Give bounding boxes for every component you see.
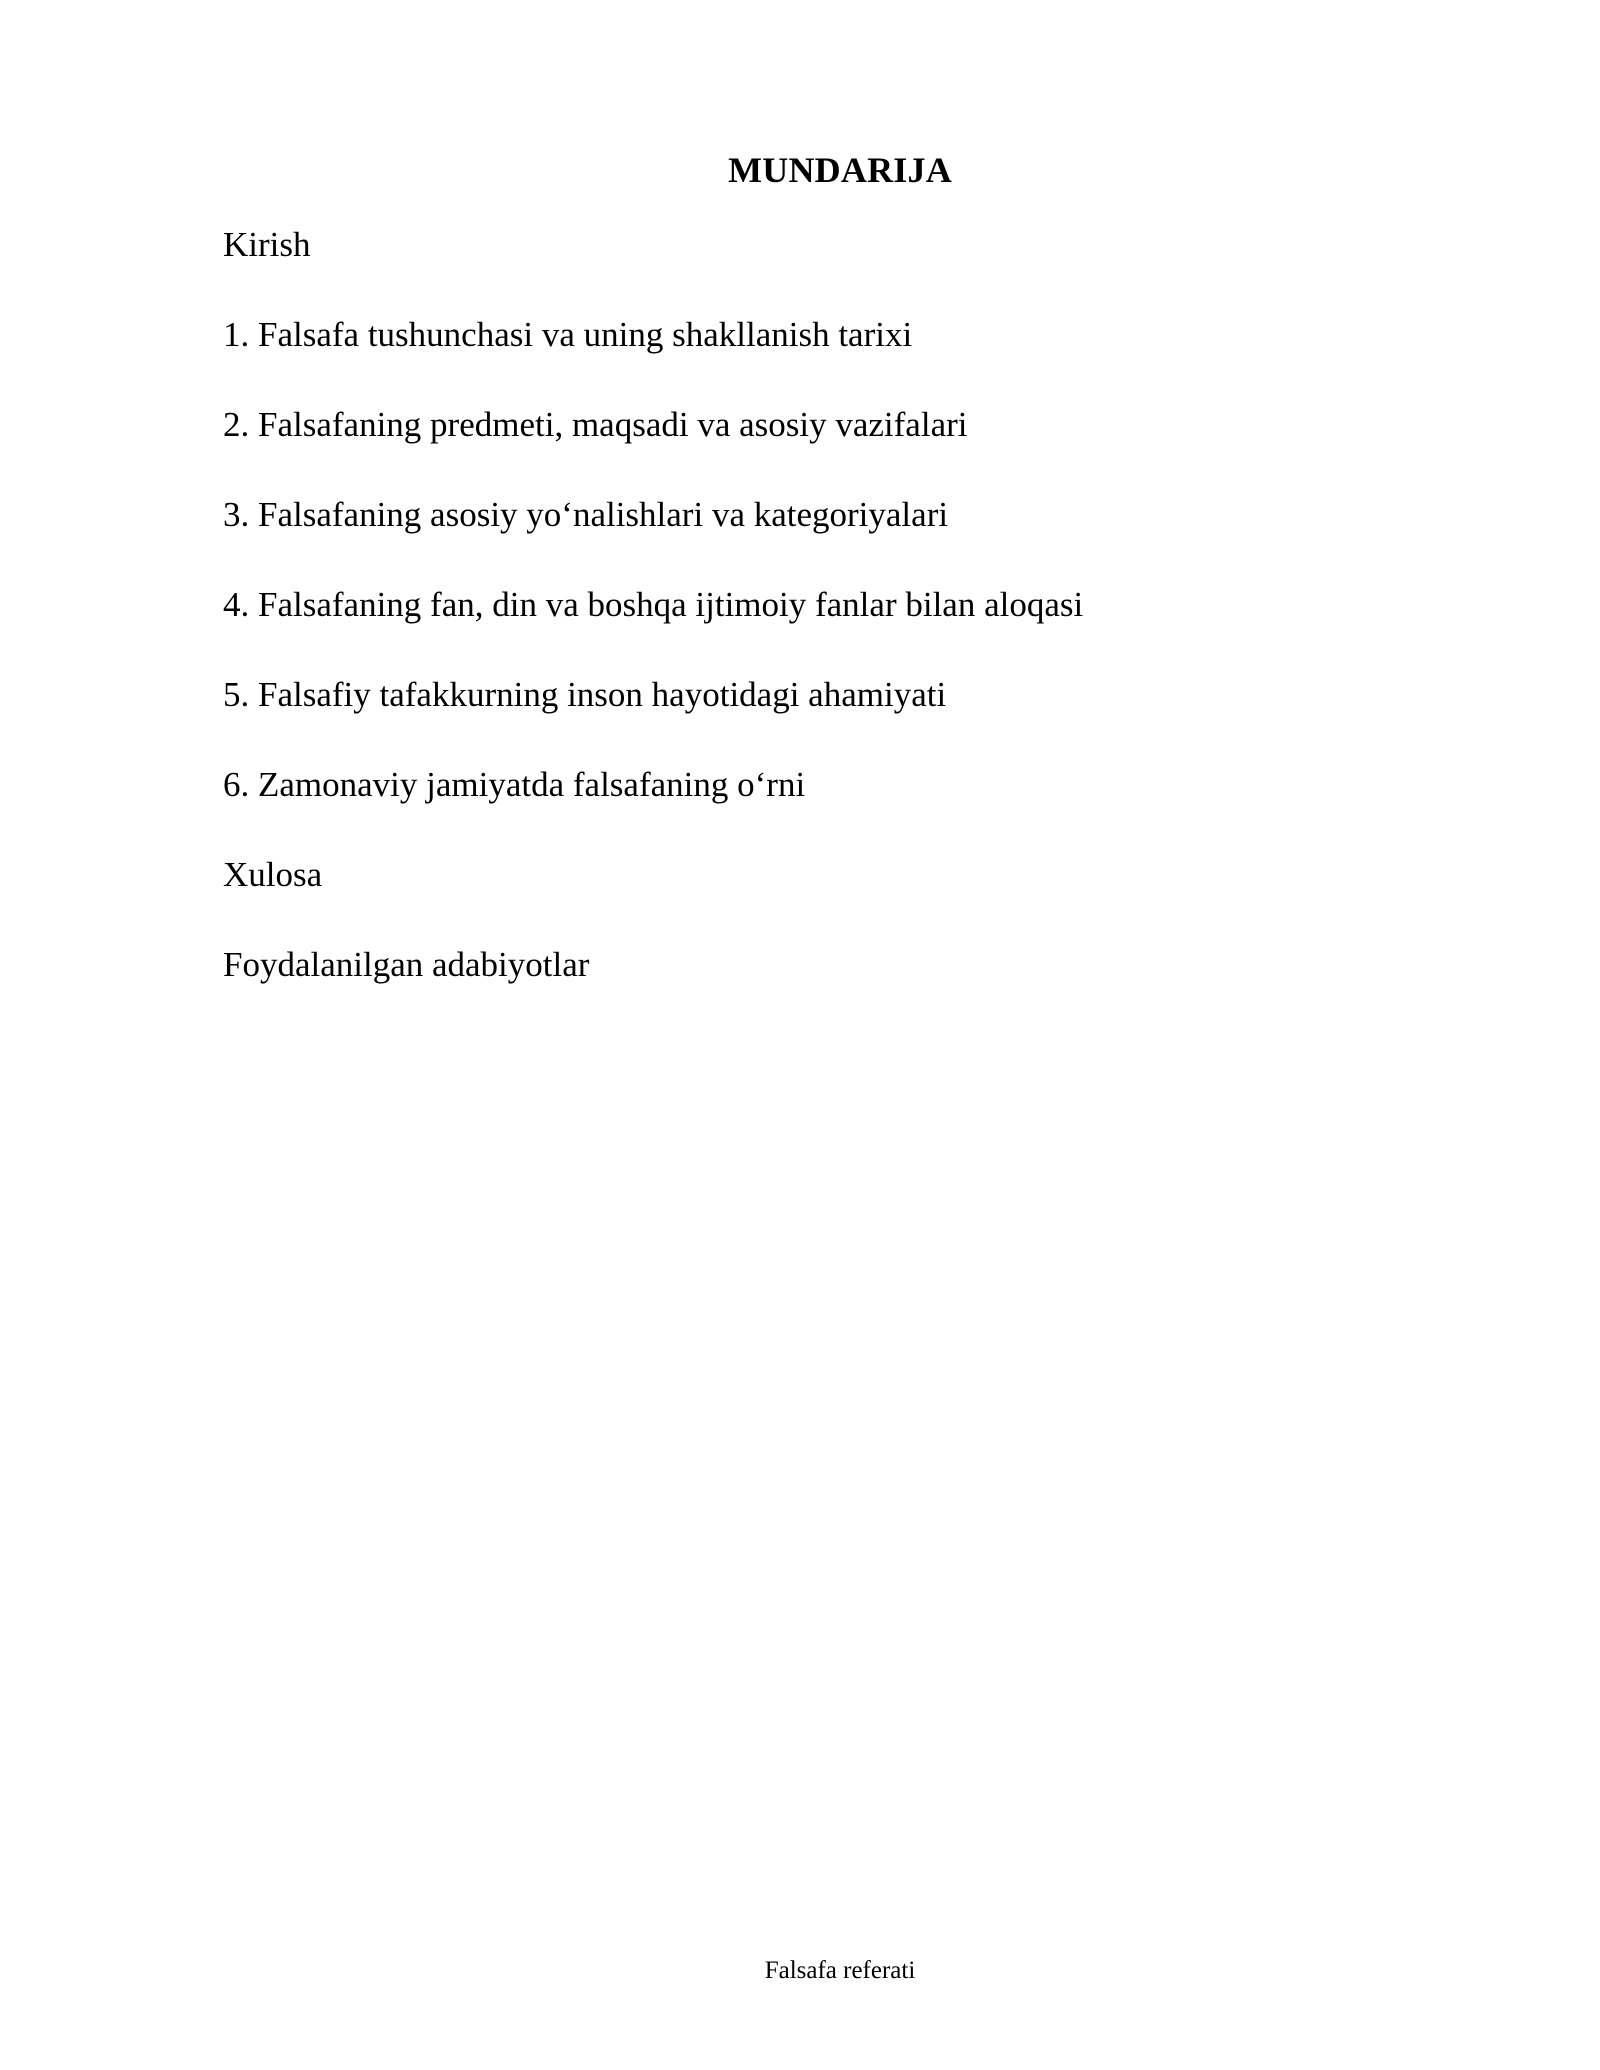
toc-item-introduction: Kirish xyxy=(223,225,311,264)
toc-item-references: Foydalanilgan adabiyotlar xyxy=(223,945,590,984)
toc-item-5: 5. Falsafiy tafakkurning inson hayotidagi ahamiyati xyxy=(223,675,947,714)
toc-item-conclusion: Xulosa xyxy=(223,855,323,894)
toc-item-1: 1. Falsafa tushunchasi va uning shakllanish tarixi xyxy=(223,315,913,354)
page-footer: Falsafa referati xyxy=(764,1957,916,1984)
toc-item-6: 6. Zamonaviy jamiyatda falsafaning o‘rni xyxy=(223,765,806,804)
toc-item-4: 4. Falsafaning fan, din va boshqa ijtimoiy fanlar bilan aloqasi xyxy=(223,585,1084,624)
page-title: MUNDARIJA xyxy=(728,150,952,190)
table-of-contents xyxy=(223,221,1083,1031)
toc-item-2: 2. Falsafaning predmeti, maqsadi va asosiy vazifalari xyxy=(223,405,968,444)
toc-item-3: 3. Falsafaning asosiy yo‘nalishlari va kategoriyalari xyxy=(223,495,949,534)
